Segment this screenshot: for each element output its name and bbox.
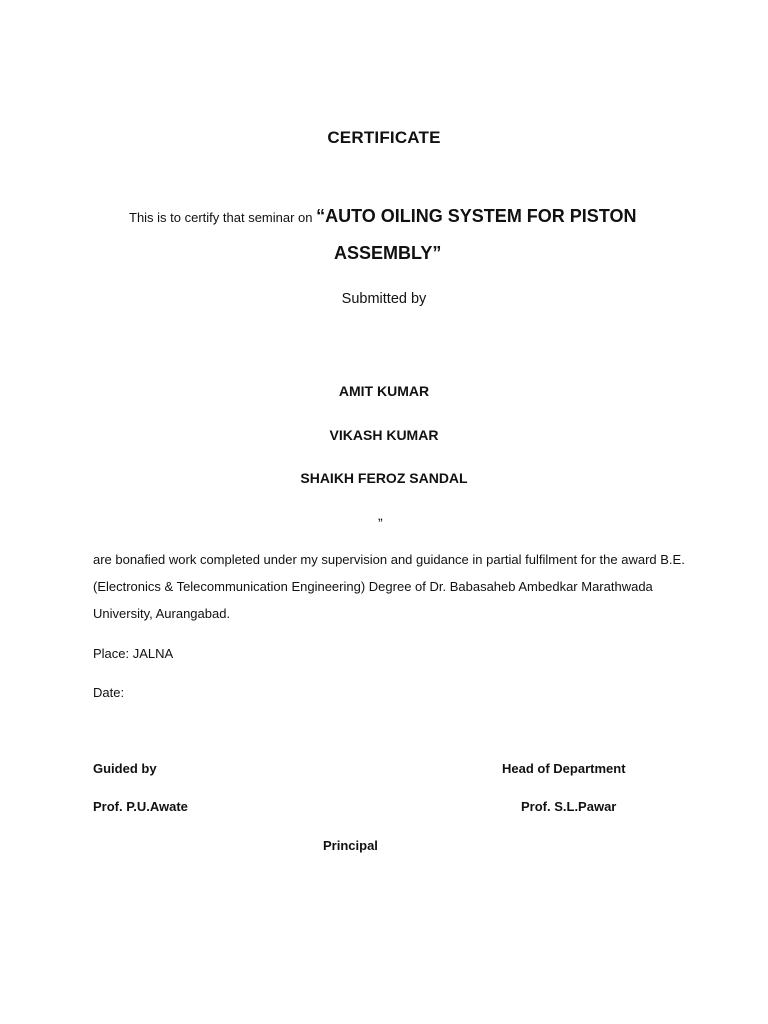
place-field: Place: JALNA	[93, 646, 174, 661]
certificate-title: CERTIFICATE	[327, 128, 441, 147]
principal-label: Principal	[323, 838, 378, 853]
seminar-title-line2: ASSEMBLY”	[334, 243, 442, 263]
date-field: Date:	[93, 685, 125, 700]
quote-mark: „	[378, 507, 383, 523]
student-name: VIKASH KUMAR	[329, 427, 439, 443]
seminar-title-line1: “AUTO OILING SYSTEM FOR PISTON	[316, 206, 637, 226]
student-name: SHAIKH FEROZ SANDAL	[300, 470, 468, 486]
student-name: AMIT KUMAR	[338, 383, 430, 399]
submitted-by-label: Submitted by	[341, 291, 427, 307]
guide-name: Prof. P.U.Awate	[93, 799, 188, 814]
certify-statement	[129, 206, 689, 227]
hod-name: Prof. S.L.Pawar	[521, 799, 617, 814]
certify-intro-text: This is to certify that seminar on	[129, 210, 317, 225]
guided-by-label: Guided by	[93, 761, 157, 776]
head-of-department-label: Head of Department	[502, 761, 626, 776]
certification-paragraph: are bonafied work completed under my supervision and guidance in partial fulfilment for the award B.E.(Electronics & Telecommunication Engineering) Degree of Dr. Babasaheb Ambedkar Marathwada University, Aurangabad.	[93, 552, 685, 621]
